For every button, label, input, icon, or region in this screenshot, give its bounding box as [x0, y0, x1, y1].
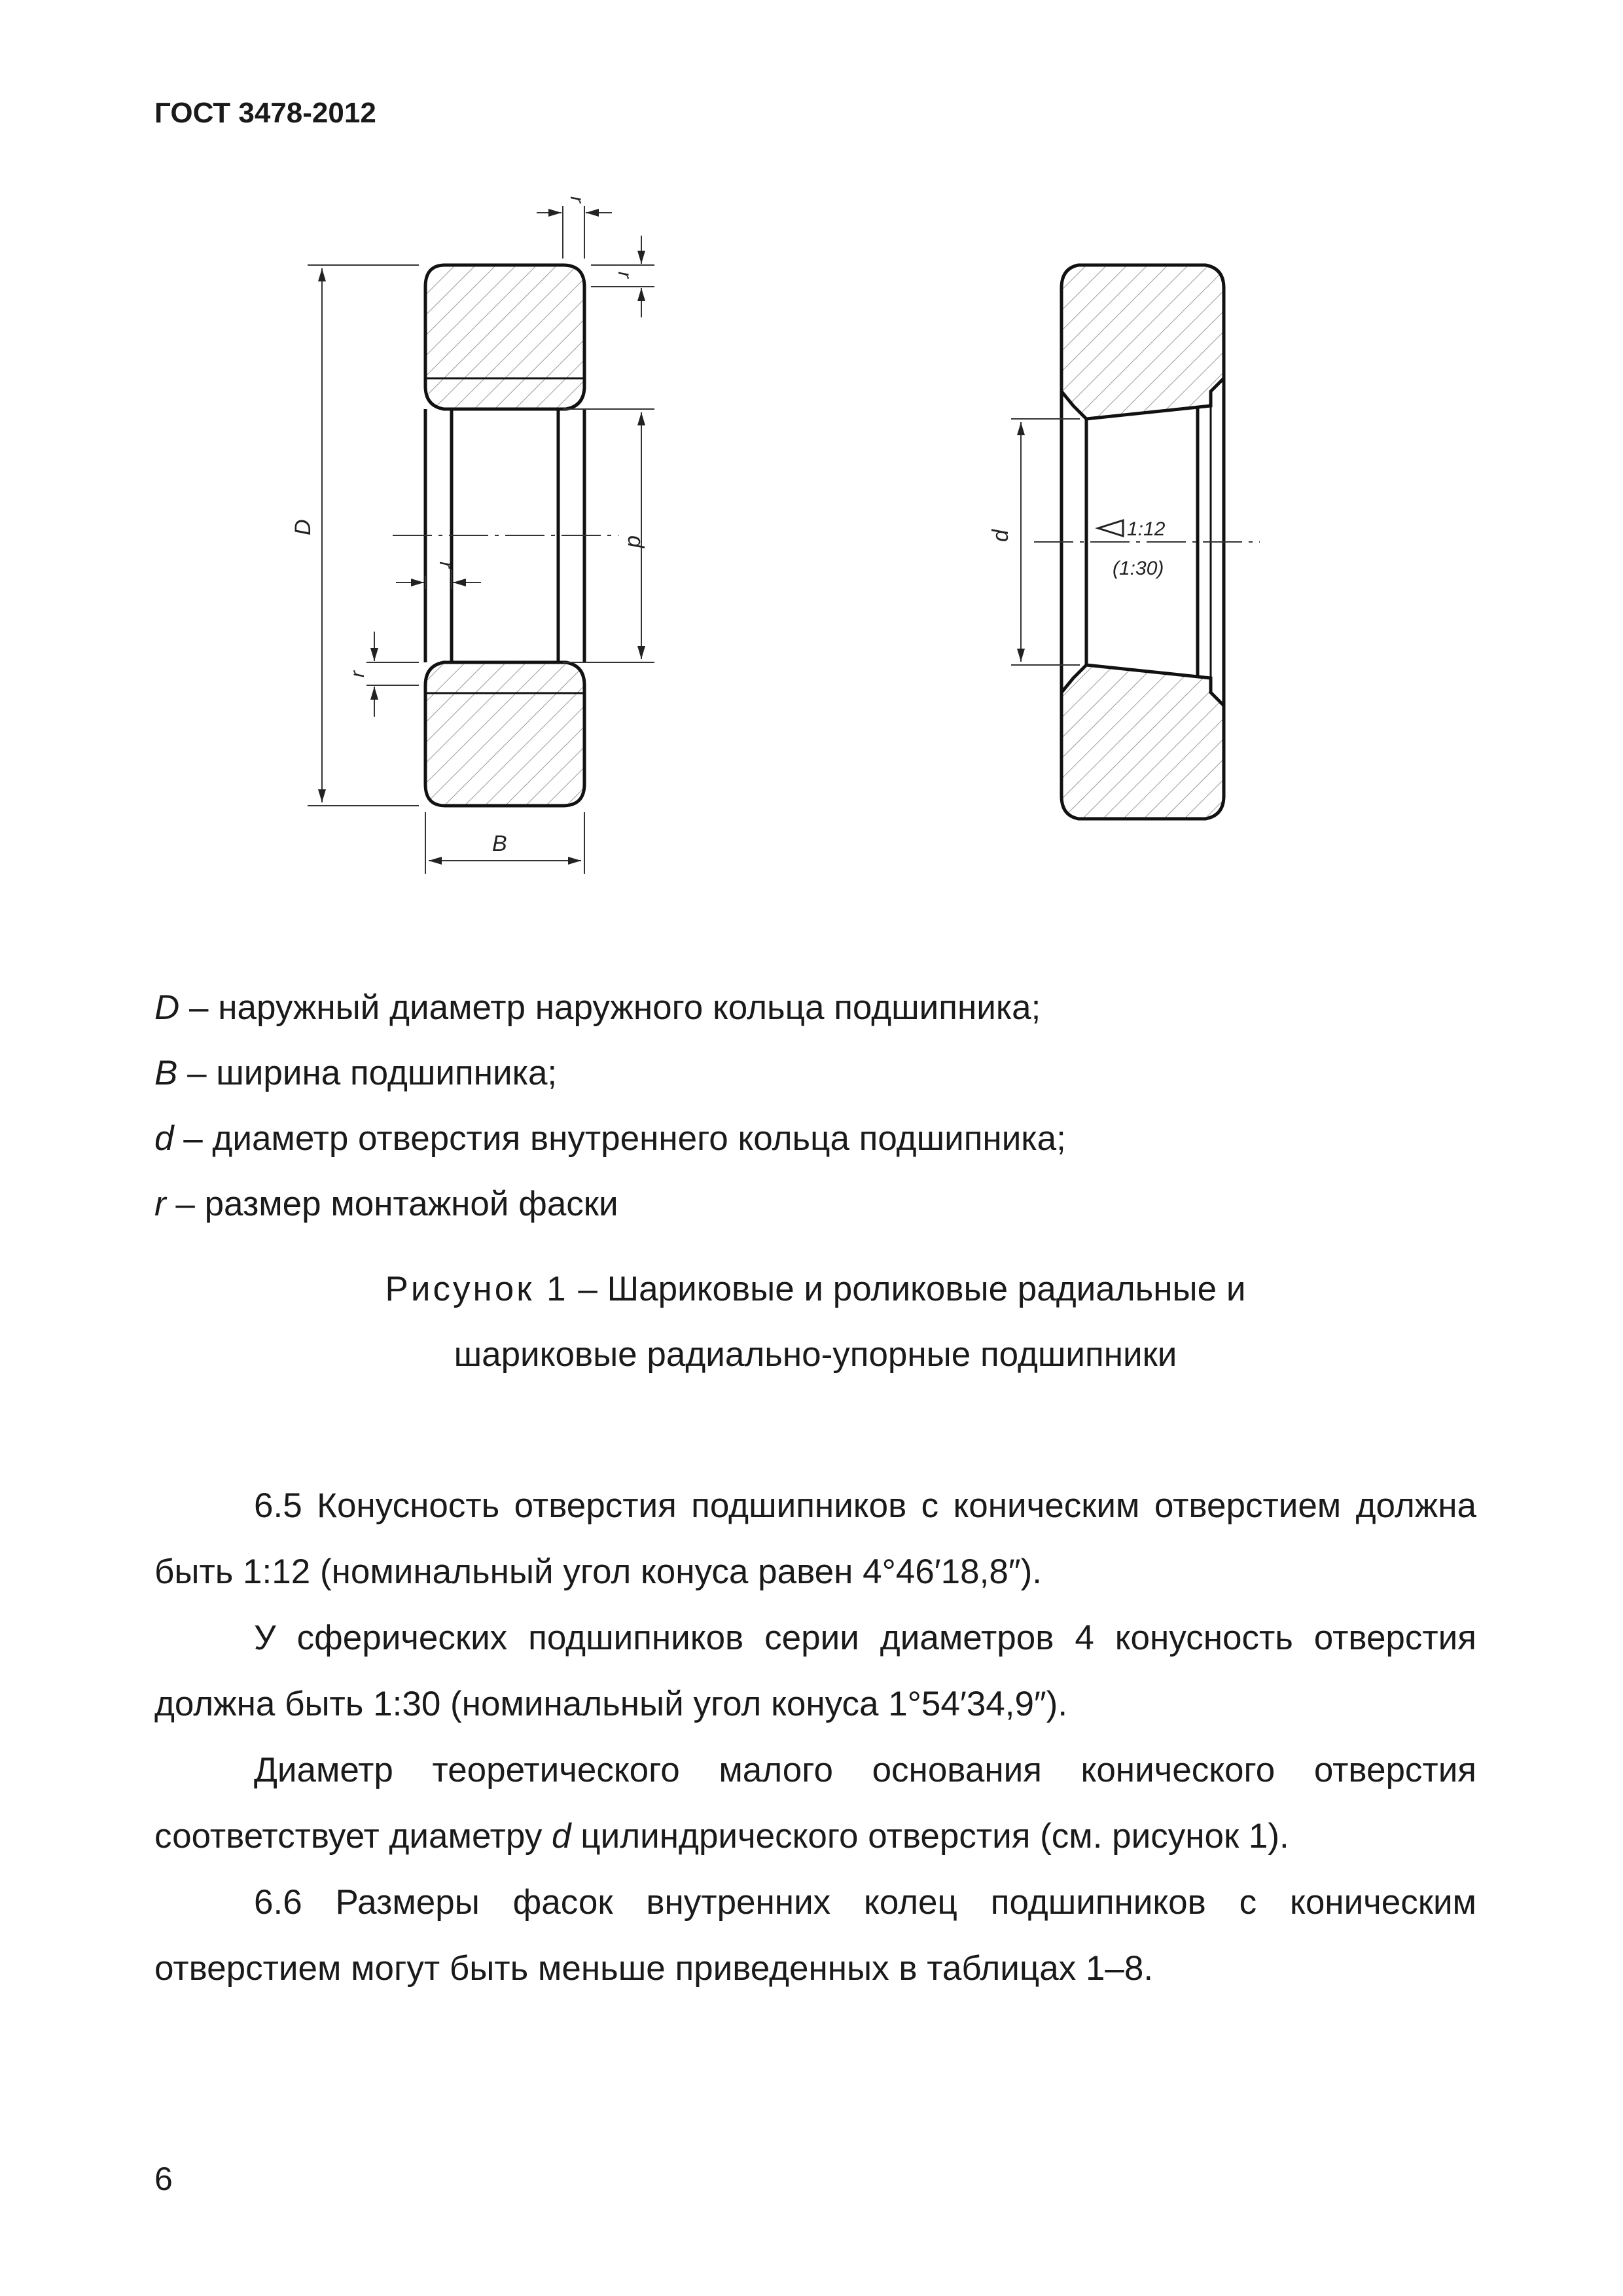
legend-item: B – ширина подшипника; — [154, 1054, 558, 1092]
taper-ratio-alt: (1:30) — [1113, 558, 1164, 579]
cylindrical-bearing-view — [291, 196, 654, 874]
legend-item: r – размер монтажной фаски — [154, 1185, 618, 1223]
paragraph: 6.5 Конусность отверстия подшипников с коническим отверстием должна быть 1:12 (номинальный угол конуса равен 4°46′18,8″). — [154, 1486, 1476, 1591]
dim-label-r-lower: r — [347, 671, 368, 677]
tapered-bearing-view — [988, 265, 1260, 819]
taper-ratio: 1:12 — [1127, 518, 1166, 540]
dim-label-r-top: r — [566, 196, 588, 203]
caption-line1: – Шариковые и роликовые радиальные и — [568, 1270, 1246, 1308]
dim-label-D: D — [291, 519, 315, 535]
dim-label-r-right: r — [614, 272, 635, 278]
dim-label-d-left: d — [623, 535, 648, 548]
caption-line2: шариковые радиально-упорные подшипники — [454, 1335, 1177, 1374]
bearing-figure — [0, 170, 1623, 956]
caption-label: Рисунок 1 — [385, 1270, 569, 1308]
paragraph: Диаметр теоретического малого основания конического отверстия соответствует диаметру d цилиндрического отверстия (см. рисунок 1). — [154, 1751, 1476, 1856]
paragraph: У сферических подшипников серии диаметров 4 конусность отверстия должна быть 1:30 (номинальный угол конуса 1°54′34,9″). — [154, 1619, 1476, 1723]
paragraph: 6.6 Размеры фасок внутренних колец подшипников с коническим отверстием могут быть меньше приведенных в таблицах 1–8. — [154, 1883, 1476, 1988]
dim-label-r-inner: r — [435, 562, 457, 568]
legend-item: d – диаметр отверстия внутреннего кольца подшипника; — [154, 1119, 1066, 1158]
figure-caption — [154, 1257, 1476, 1388]
standard-header: ГОСТ 3478-2012 — [154, 97, 376, 129]
dim-label-d-right: d — [988, 529, 1013, 542]
taper-symbol-icon — [1098, 520, 1123, 536]
body-text — [154, 1473, 1476, 2001]
legend-item: D – наружный диаметр наружного кольца подшипника; — [154, 988, 1041, 1027]
figure-legend — [154, 975, 1476, 1237]
page-number: 6 — [154, 2161, 173, 2197]
dim-label-B: B — [492, 831, 507, 856]
